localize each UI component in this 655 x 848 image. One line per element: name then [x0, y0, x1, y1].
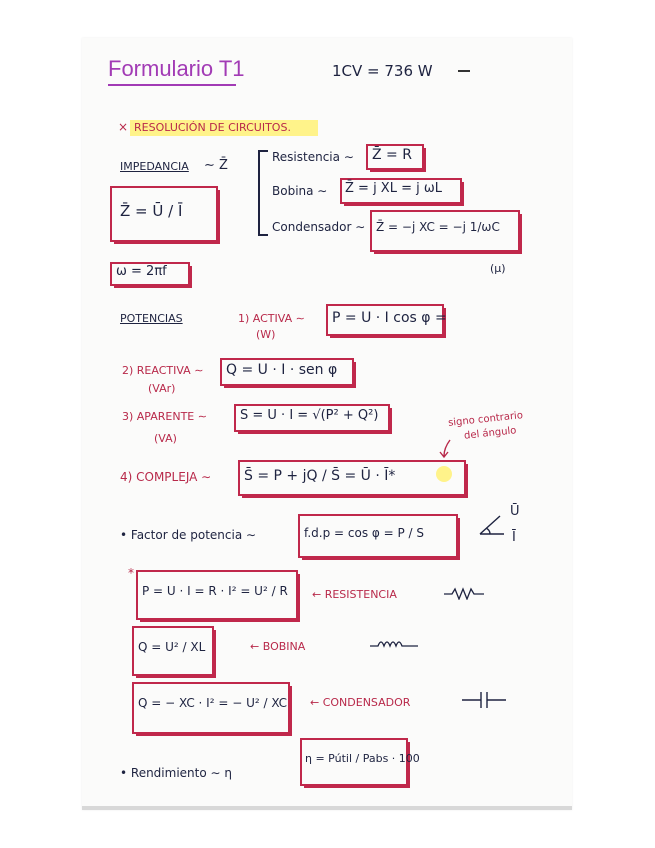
bobina-label: Bobina ∼ [272, 184, 328, 198]
arrow-down-icon [438, 438, 454, 460]
angle-u: Ū [510, 504, 520, 519]
activa-label: 1) ACTIVA ∼ [238, 312, 305, 325]
section-title: RESOLUCIÓN DE CIRCUITOS. [134, 121, 291, 134]
reactiva-formula: Q = U · I · sen φ [226, 362, 338, 378]
reactiva-label: 2) REACTIVA ∼ [122, 364, 204, 377]
condensador-formula: Z̄ = −j XC = −j 1/ωC [376, 220, 500, 234]
condensador-label: Condensador ∼ [272, 220, 366, 234]
title-underline [108, 84, 236, 86]
q-condensador-formula: Q = − XC · I² = − U² / XC [138, 696, 288, 710]
compleja-label: 4) COMPLEJA ∼ [120, 470, 212, 484]
p-resistencia-formula: P = U · I = R · I² = U² / R [142, 584, 288, 598]
mu-note: (μ) [490, 262, 506, 275]
aparente-unit: (VA) [154, 432, 177, 445]
section-bullet: × [118, 120, 129, 134]
signo-note-1: signo contrario [447, 410, 524, 429]
resistor-icon [444, 586, 484, 600]
star-mark: * [128, 566, 134, 580]
factor-formula: f.d.p = cos φ = P / S [304, 526, 425, 540]
compleja-formula: S̄ = P + jQ / S̄ = Ū · Ī* [244, 468, 396, 484]
angle-i: Ī [512, 530, 516, 545]
activa-unit: (W) [256, 328, 276, 341]
coil-icon [370, 636, 418, 650]
header-note: 1CV = 736 W [332, 62, 433, 80]
p-resistencia-label: ← RESISTENCIA [312, 588, 397, 601]
q-bobina-label: ← BOBINA [250, 640, 306, 653]
bracket [258, 150, 268, 236]
dash-mark [458, 70, 470, 72]
resistencia-formula: Z̄ = R [372, 147, 412, 163]
potencias-label: POTENCIAS [120, 312, 183, 325]
conjugate-highlight [436, 466, 452, 482]
page-shadow [82, 806, 572, 810]
angle-icon [478, 512, 508, 538]
activa-formula: P = U · I cos φ = [332, 310, 447, 326]
impedancia-symbol: ∼ Z̄ [204, 158, 228, 173]
resistencia-label: Resistencia ∼ [272, 150, 354, 164]
q-condensador-label: ← CONDENSADOR [310, 696, 411, 709]
impedancia-label: IMPEDANCIA [120, 160, 189, 173]
q-bobina-formula: Q = U² / XL [138, 640, 206, 654]
rendimiento-formula: η = Pútil / Pabs · 100 [305, 752, 420, 765]
aparente-formula: S = U · I = √(P² + Q²) [240, 408, 379, 423]
signo-note-2: del ángulo [463, 425, 517, 442]
impedancia-formula: Z̄ = Ū / Ī [120, 202, 183, 220]
omega-formula: ω = 2πf [116, 264, 167, 279]
capacitor-icon [462, 690, 506, 710]
reactiva-unit: (VAr) [148, 382, 176, 395]
factor-label: • Factor de potencia ∼ [120, 528, 257, 542]
aparente-label: 3) APARENTE ∼ [122, 410, 207, 423]
page-title: Formulario T1 [108, 56, 245, 81]
bobina-formula: Z̄ = j XL = j ωL [345, 181, 442, 196]
rendimiento-label: • Rendimiento ∼ η [120, 766, 232, 780]
